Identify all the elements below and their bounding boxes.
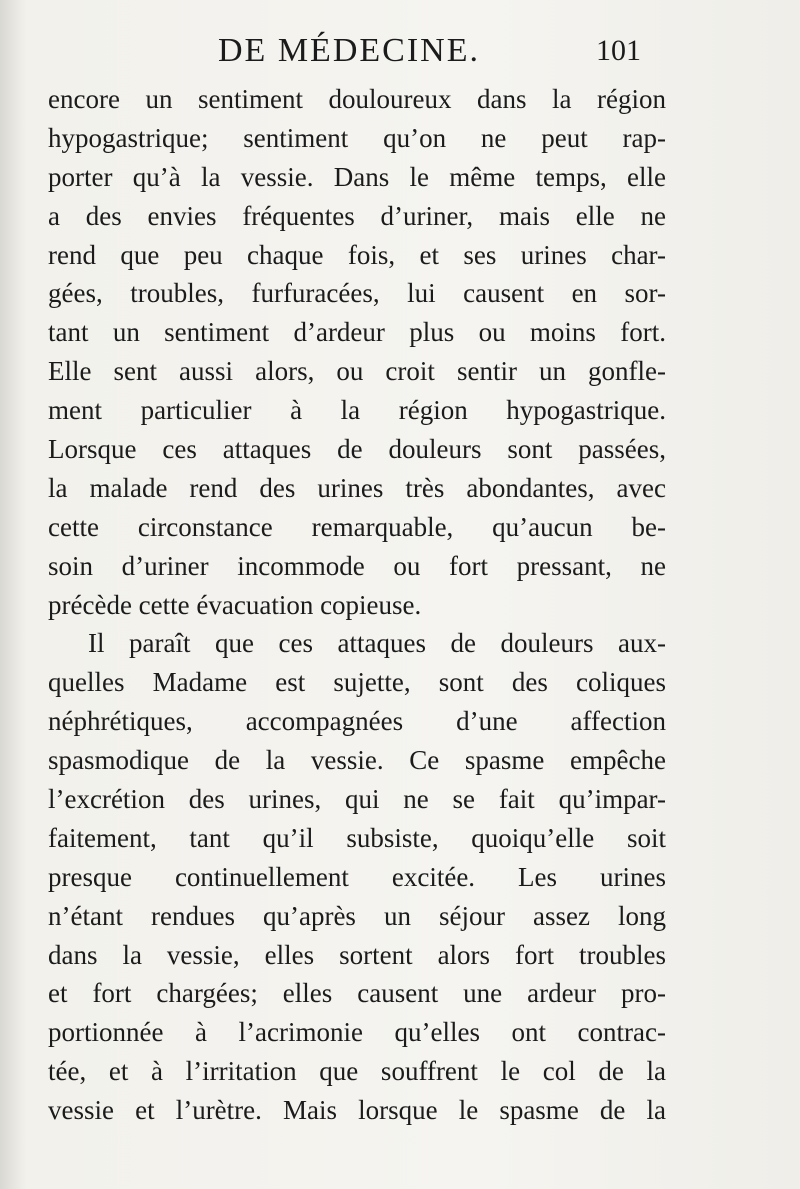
page-header (0, 28, 800, 72)
text-line: et fort chargées; elles causent une ardeur pro- (48, 978, 666, 1009)
text-line: porter qu’à la vessie. Dans le même temps, elle (48, 161, 666, 192)
text-line: soin d’uriner incommode ou fort pressant, ne (48, 550, 666, 581)
running-title: DE MÉDECINE. (218, 32, 480, 69)
text-line: tée, et à l’irritation que souffrent le col de la (48, 1056, 666, 1087)
text-line: faitement, tant qu’il subsiste, quoiqu’elle soit (48, 822, 666, 853)
text-line: cette circonstance remarquable, qu’aucun be- (48, 511, 666, 542)
text-line: Lorsque ces attaques de douleurs sont passées, (48, 434, 666, 465)
text-line: la malade rend des urines très abondantes, avec (48, 472, 666, 503)
text-line: ment particulier à la région hypogastrique. (48, 395, 666, 426)
text-line: tant un sentiment d’ardeur plus ou moins fort. (48, 317, 666, 348)
text-line: portionnée à l’acrimonie qu’elles ont contrac- (48, 1017, 666, 1048)
text-line: dans la vessie, elles sortent alors fort troubles (48, 939, 666, 970)
paragraph (48, 624, 666, 1130)
text-line: rend que peu chaque fois, et ses urines char- (48, 239, 666, 270)
text-line: encore un sentiment douloureux dans la région (48, 84, 666, 114)
text-line: gées, troubles, furfuracées, lui causent en sor- (48, 278, 666, 309)
paragraph (48, 80, 666, 624)
text-line: précède cette évacuation copieuse. (48, 589, 422, 620)
body-text (48, 80, 666, 1130)
text-line: spasmodique de la vessie. Ce spasme empêche (48, 745, 666, 776)
text-line: Il paraît que ces attaques de douleurs aux- (88, 628, 666, 659)
page-number: 101 (596, 34, 641, 67)
text-line: néphrétiques, accompagnées d’une affection (48, 706, 666, 737)
text-line: Elle sent aussi alors, ou croit sentir un gonfle- (48, 356, 666, 387)
text-line: n’étant rendues qu’après un séjour assez long (48, 900, 666, 931)
text-line: a des envies fréquentes d’uriner, mais elle ne (48, 200, 666, 231)
text-line: presque continuellement excitée. Les urines (48, 861, 666, 892)
text-line: vessie et l’urètre. Mais lorsque le spasme de la (48, 1095, 666, 1126)
text-line: l’excrétion des urines, qui ne se fait qu’impar- (48, 784, 666, 815)
text-line: quelles Madame est sujette, sont des coliques (48, 667, 666, 698)
text-line: hypogastrique; sentiment qu’on ne peut rap- (48, 122, 666, 153)
